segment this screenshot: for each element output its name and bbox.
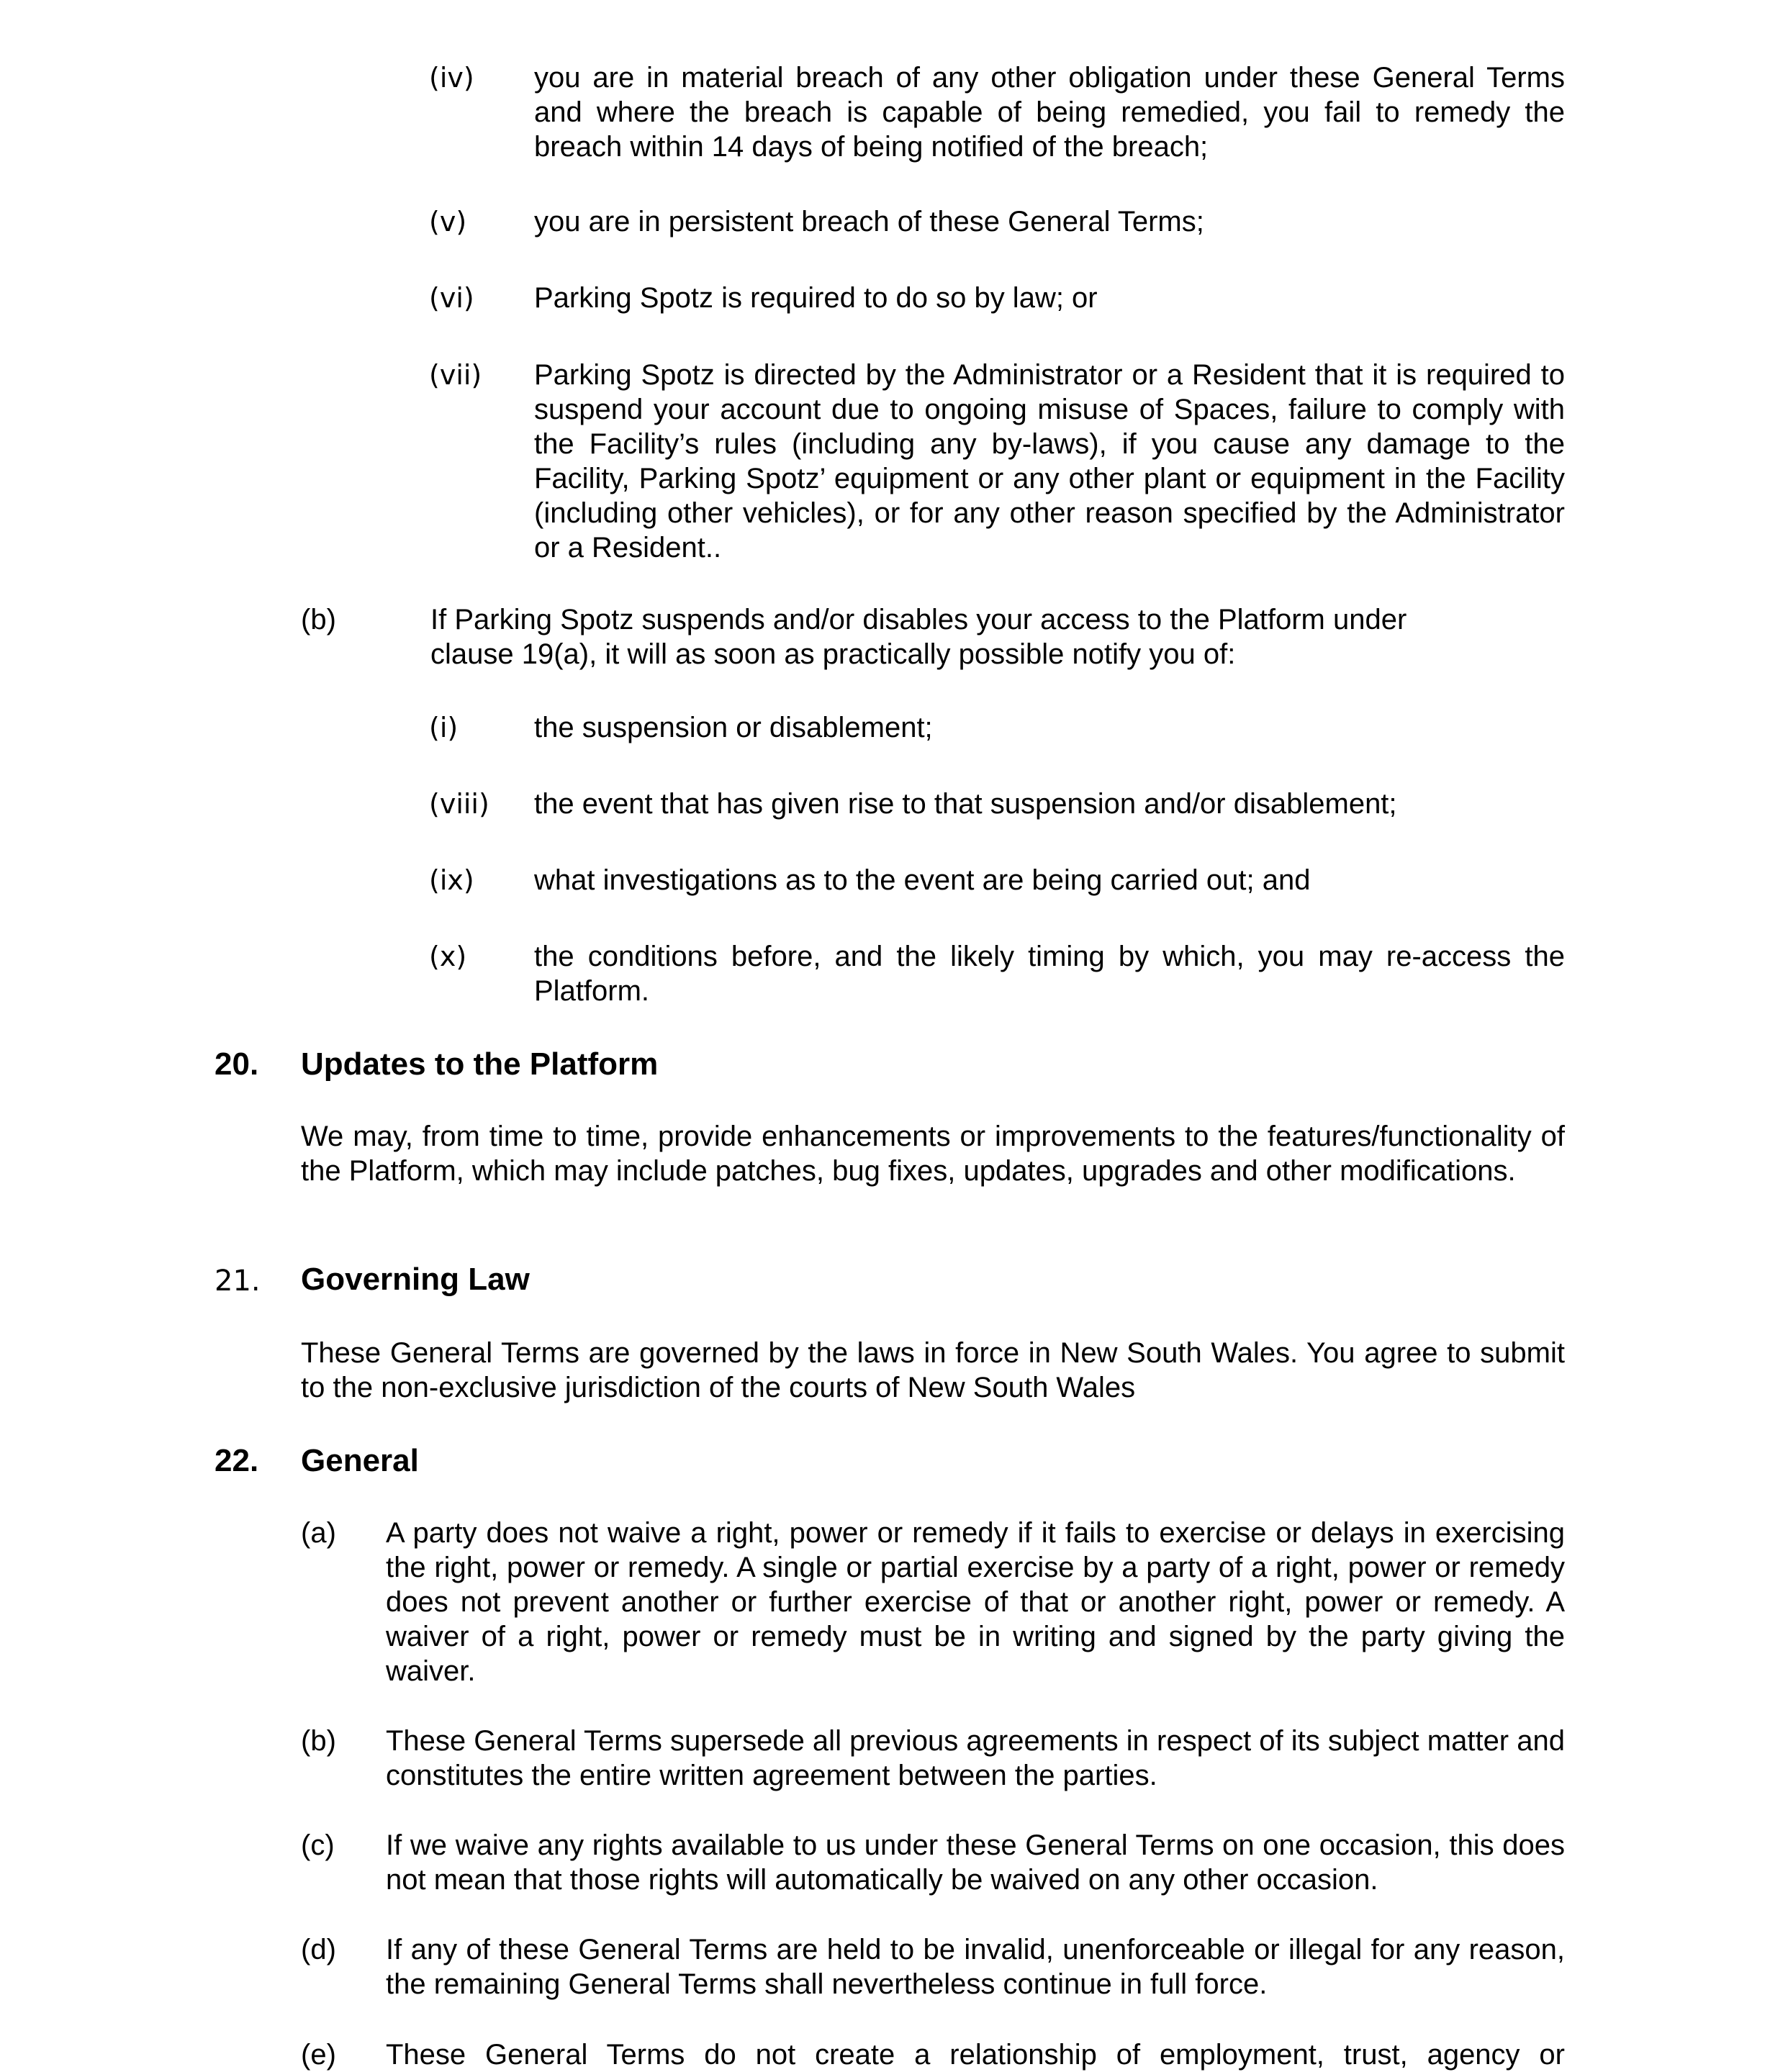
clause-22b-text: These General Terms supersede all previous agreements in respect of its subject matter and constitutes the entire written agreement between the parties. xyxy=(386,1725,1565,1791)
item-text-x: the conditions before, and the likely timing by which, you may re-access the Platform. xyxy=(534,941,1565,1007)
item-text-i: the suspension or disablement; xyxy=(534,712,933,743)
section-20-body: We may, from time to time, provide enhancements or improvements to the features/functionality of the Platform, which may include patches, bug fixes, updates, upgrades and other modifications. xyxy=(301,1121,1565,1187)
section-20-number: 20. xyxy=(215,1046,259,1082)
section-21-number: 21. xyxy=(215,1265,261,1298)
item-number-iv: (iv) xyxy=(429,62,474,94)
clause-19b-line2: clause 19(a), it will as soon as practically possible notify you of: xyxy=(430,638,1236,670)
clause-22d-text: If any of these General Terms are held to be invalid, unenforceable or illegal for any reason, the remaining General Terms shall nevertheless continue in full force. xyxy=(386,1934,1565,2000)
clause-22c-text: If we waive any rights available to us under these General Terms on one occasion, this does not mean that those rights will automatically be waived on any other occasion. xyxy=(386,1829,1565,1896)
clause-22c-number: (c) xyxy=(301,1829,335,1861)
clause-22e-number: (e) xyxy=(301,2039,336,2071)
section-22-title: General xyxy=(301,1443,419,1478)
section-22-number: 22. xyxy=(215,1443,259,1478)
clause-22a-number: (a) xyxy=(301,1517,336,1549)
item-text-iv: you are in material breach of any other obligation under these General Terms and where the breach is capable of being remedied, you fail to remedy the breach within 14 days of being notified of the breach; xyxy=(534,62,1565,163)
section-21-title: Governing Law xyxy=(301,1262,530,1297)
item-text-vii: Parking Spotz is directed by the Administrator or a Resident that it is required to suspend your account due to ongoing misuse of Spaces, failure to comply with the Facility’s rules (including any by-laws), if you cause any damage to the Facility, Parking Spotz’ equipment or any other plant or equipment in the Facility (including other vehicles), or for any other reason specified by the Administrator or a Resident.. xyxy=(534,359,1565,564)
clause-22a-text: A party does not waive a right, power or remedy if it fails to exercise or delays in exercising the right, power or remedy. A single or partial exercise by a party of a right, power or remedy does not prevent another or further exercise of that or another right, power or remedy. A waiver of a right, power or remedy must be in writing and signed by the party giving the waiver. xyxy=(386,1517,1565,1687)
item-number-viii: (viii) xyxy=(429,788,489,820)
item-number-v: (v) xyxy=(429,206,467,237)
section-20-title: Updates to the Platform xyxy=(301,1046,659,1082)
item-number-i: (i) xyxy=(429,712,459,743)
item-number-vi: (vi) xyxy=(429,282,474,314)
clause-22d-number: (d) xyxy=(301,1934,336,1965)
clause-22e-text: These General Terms do not create a relationship of employment, trust, agency or xyxy=(386,2039,1565,2071)
item-text-v: you are in persistent breach of these General Terms; xyxy=(534,206,1204,237)
clause-19b-number: (b) xyxy=(301,604,336,635)
clause-22b-number: (b) xyxy=(301,1725,336,1757)
item-number-vii: (vii) xyxy=(429,359,482,391)
item-text-viii: the event that has given rise to that suspension and/or disablement; xyxy=(534,788,1397,820)
item-text-vi: Parking Spotz is required to do so by law; or xyxy=(534,282,1098,314)
item-text-ix: what investigations as to the event are being carried out; and xyxy=(534,864,1311,896)
item-number-ix: (ix) xyxy=(429,864,474,896)
item-number-x: (x) xyxy=(429,941,467,972)
clause-19b-line1: If Parking Spotz suspends and/or disables your access to the Platform under xyxy=(430,604,1407,635)
section-21-body: These General Terms are governed by the laws in force in New South Wales. You agree to submit to the non-exclusive jurisdiction of the courts of New South Wales xyxy=(301,1337,1565,1403)
